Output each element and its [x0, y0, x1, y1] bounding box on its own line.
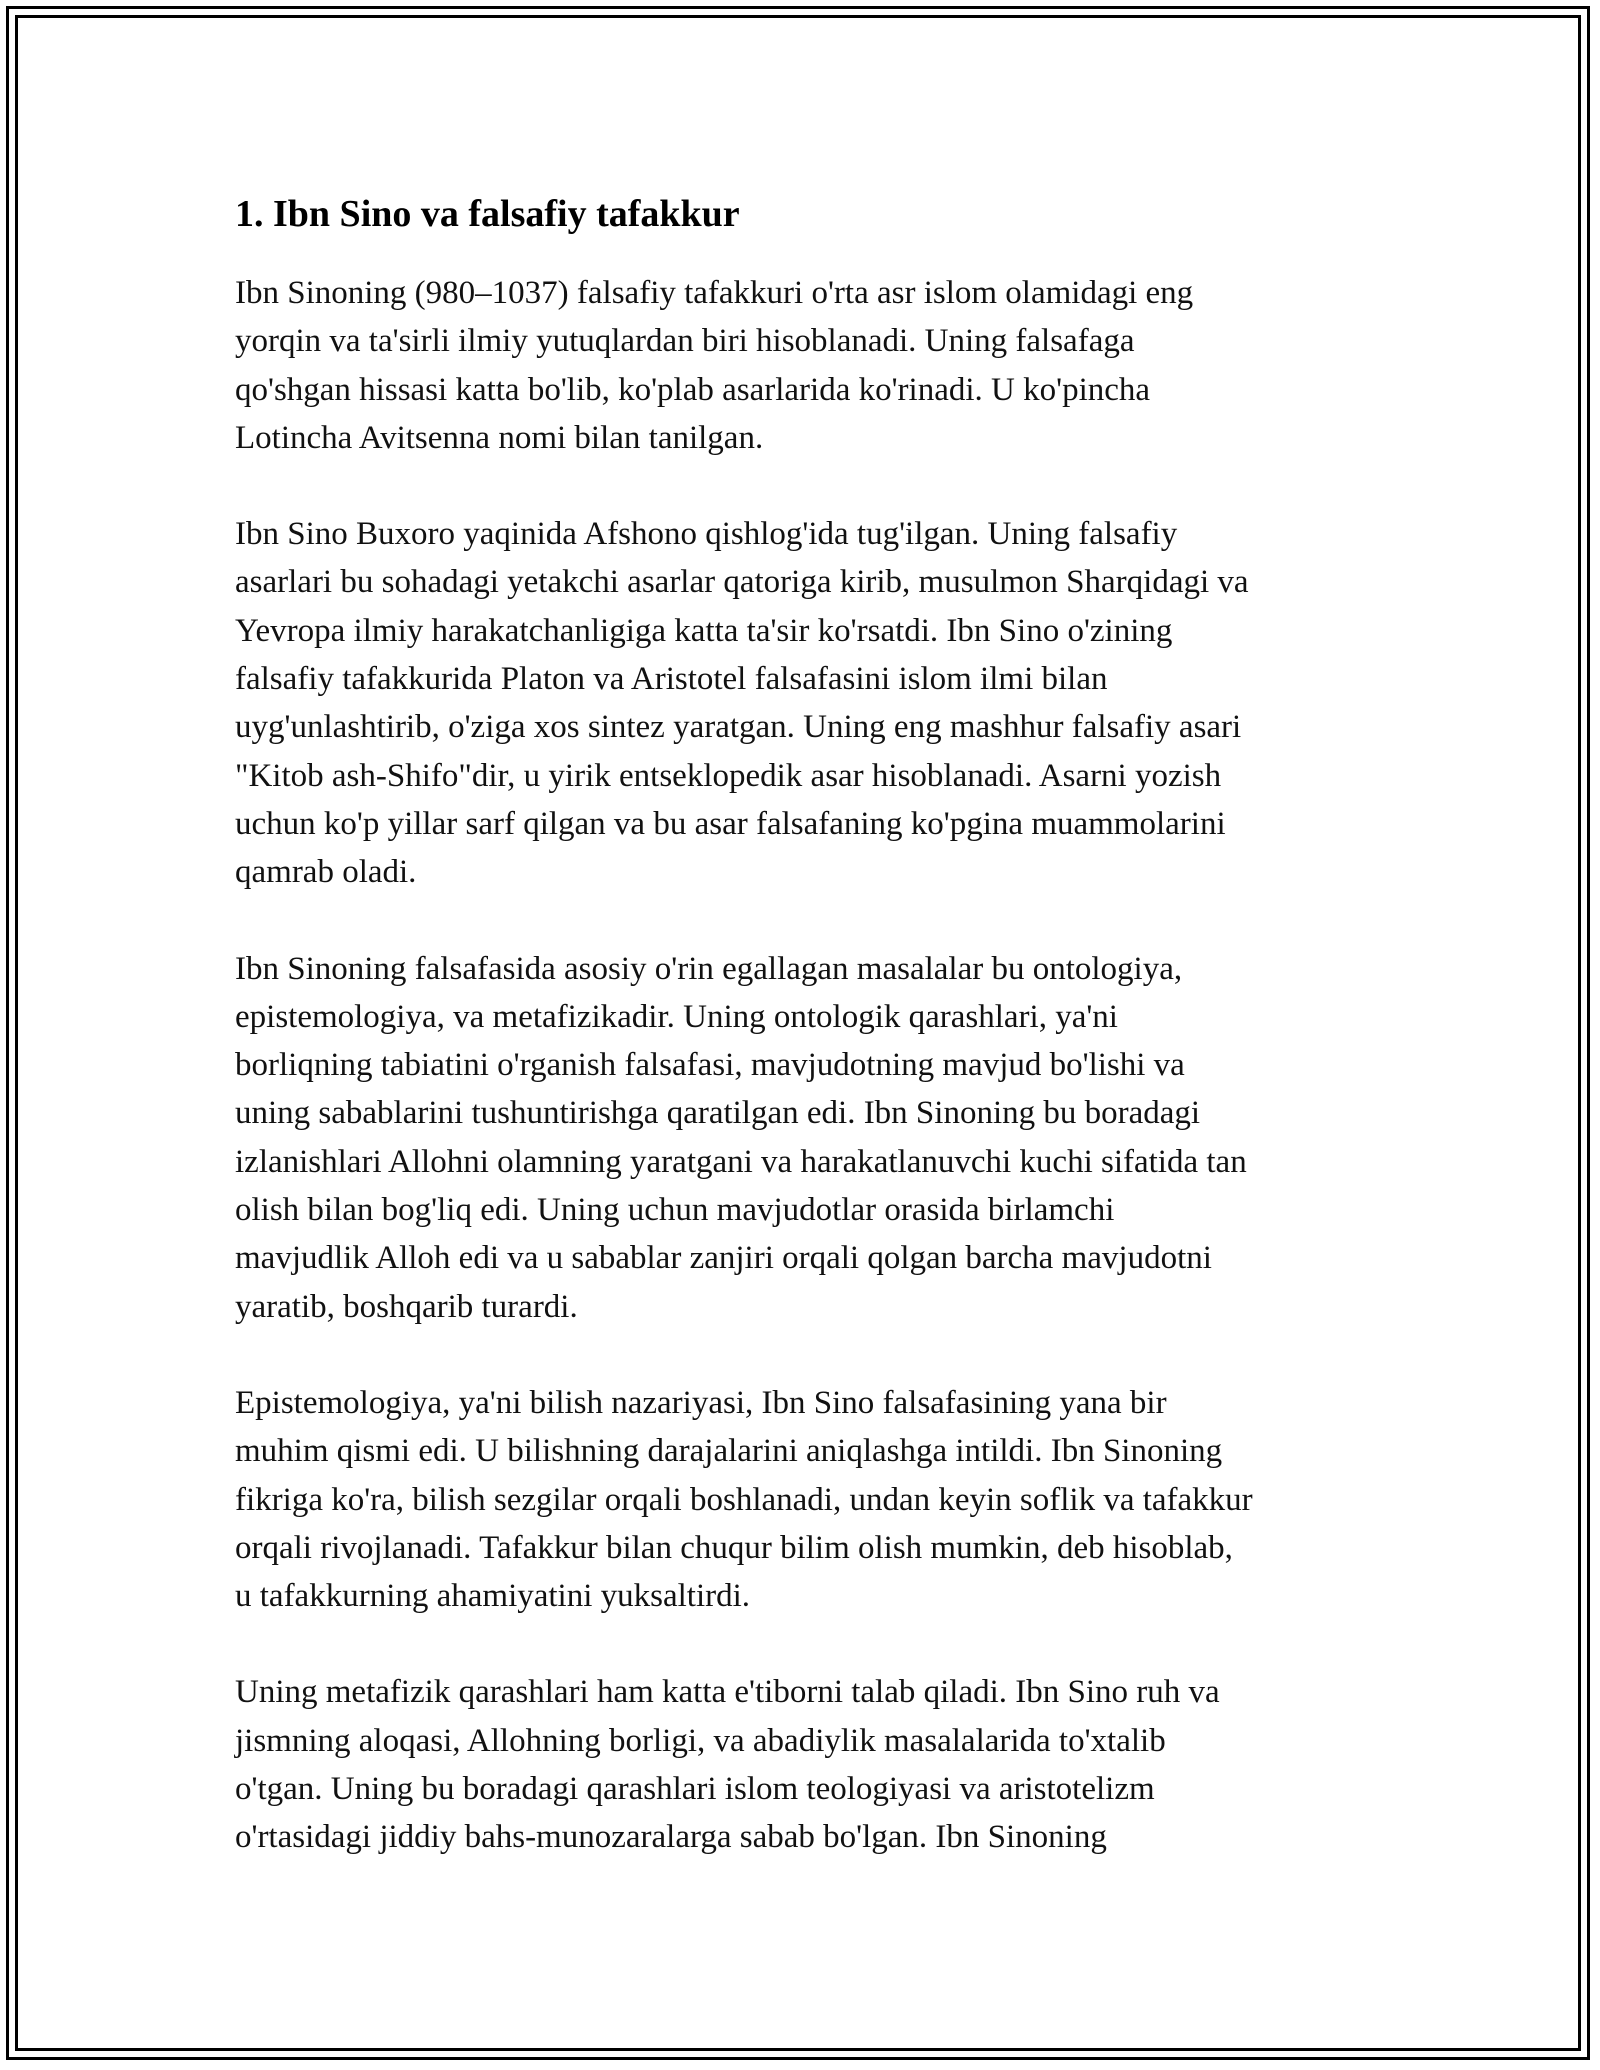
text-line: uchun ko'p yillar sarf qilgan va bu asar falsafaning ko'pgina muammolarini [235, 805, 1226, 842]
paragraph-1 [235, 269, 1365, 462]
text-line: u tafakkurning ahamiyatini yuksaltirdi. [235, 1578, 751, 1615]
text-line: izlanishlari Allohni olamning yaratgani va harakatlanuvchi kuchi sifatida tan [235, 1143, 1247, 1180]
text-line: yorqin va ta'sirli ilmiy yutuqlardan biri hisoblanadi. Uning falsafaga [235, 323, 1135, 360]
text-line: qo'shgan hissasi katta bo'lib, ko'plab asarlarida ko'rinadi. U ko'pincha [235, 371, 1151, 408]
text-line: muhim qismi edi. U bilishning darajalarini aniqlashga intildi. Ibn Sinoning [235, 1433, 1223, 1470]
text-line: qamrab oladi. [235, 854, 417, 891]
text-line: epistemologiya, va metafizikadir. Uning ontologik qarashlari, ya'ni [235, 998, 1118, 1035]
document-body [235, 185, 1365, 1910]
section-heading: 1. Ibn Sino va falsafiy tafakkur [235, 193, 740, 235]
text-line: orqali rivojlanadi. Tafakkur bilan chuqur bilim olish mumkin, deb hisoblab, [235, 1529, 1233, 1566]
text-line: fikriga ko'ra, bilish sezgilar orqali boshlanadi, undan keyin soflik va tafakkur [235, 1481, 1253, 1518]
text-line: Ibn Sino Buxoro yaqinida Afshono qishlog'ida tug'ilgan. Uning falsafiy [235, 516, 1178, 553]
text-line: o'tgan. Uning bu boradagi qarashlari islom teologiyasi va aristotelizm [235, 1771, 1155, 1808]
text-line: jismning aloqasi, Allohning borligi, va abadiylik masalalarida to'xtalib [235, 1722, 1166, 1759]
text-line: Epistemologiya, ya'ni bilish nazariyasi, Ibn Sino falsafasining yana bir [235, 1384, 1167, 1421]
text-line: mavjudlik Alloh edi va u sabablar zanjiri orqali qolgan barcha mavjudotni [235, 1240, 1212, 1277]
text-line: Ibn Sinoning (980–1037) falsafiy tafakkuri o'rta asr islom olamidagi eng [235, 275, 1194, 311]
text-line: uyg'unlashtirib, o'ziga xos sintez yaratgan. Uning eng mashhur falsafiy asari [235, 709, 1242, 746]
paragraph-3 [235, 945, 1365, 1331]
text-line: Uning metafizik qarashlari ham katta e'tiborni talab qiladi. Ibn Sino ruh va [235, 1674, 1220, 1711]
paragraph-2 [235, 510, 1365, 896]
paragraph-4 [235, 1379, 1365, 1620]
paragraph-5 [235, 1668, 1365, 1861]
text-line: Lotincha Avitsenna nomi bilan tanilgan. [235, 419, 764, 456]
text-line: Ibn Sinoning falsafasida asosiy o'rin egallagan masalalar bu ontologiya, [235, 950, 1183, 987]
text-line: borliqning tabiatini o'rganish falsafasi, mavjudotning mavjud bo'lishi va [235, 1047, 1185, 1084]
text-line: o'rtasidagi jiddiy bahs-munozaralarga sabab bo'lgan. Ibn Sinoning [235, 1819, 1107, 1856]
text-line: "Kitob ash-Shifo"dir, u yirik entseklopedik asar hisoblanadi. Asarni yozish [235, 757, 1222, 794]
text-line: yaratib, boshqarib turardi. [235, 1288, 578, 1325]
text-line: olish bilan bog'liq edi. Uning uchun mavjudotlar orasida birlamchi [235, 1192, 1115, 1229]
text-line: falsafiy tafakkurida Platon va Aristotel falsafasini islom ilmi bilan [235, 661, 1108, 698]
text-line: Yevropa ilmiy harakatchanligiga katta ta'sir ko'rsatdi. Ibn Sino o'zining [235, 612, 1173, 649]
text-line: uning sabablarini tushuntirishga qaratilgan edi. Ibn Sinoning bu boradagi [235, 1095, 1201, 1132]
text-line: asarlari bu sohadagi yetakchi asarlar qatoriga kirib, musulmon Sharqidagi va [235, 564, 1249, 601]
